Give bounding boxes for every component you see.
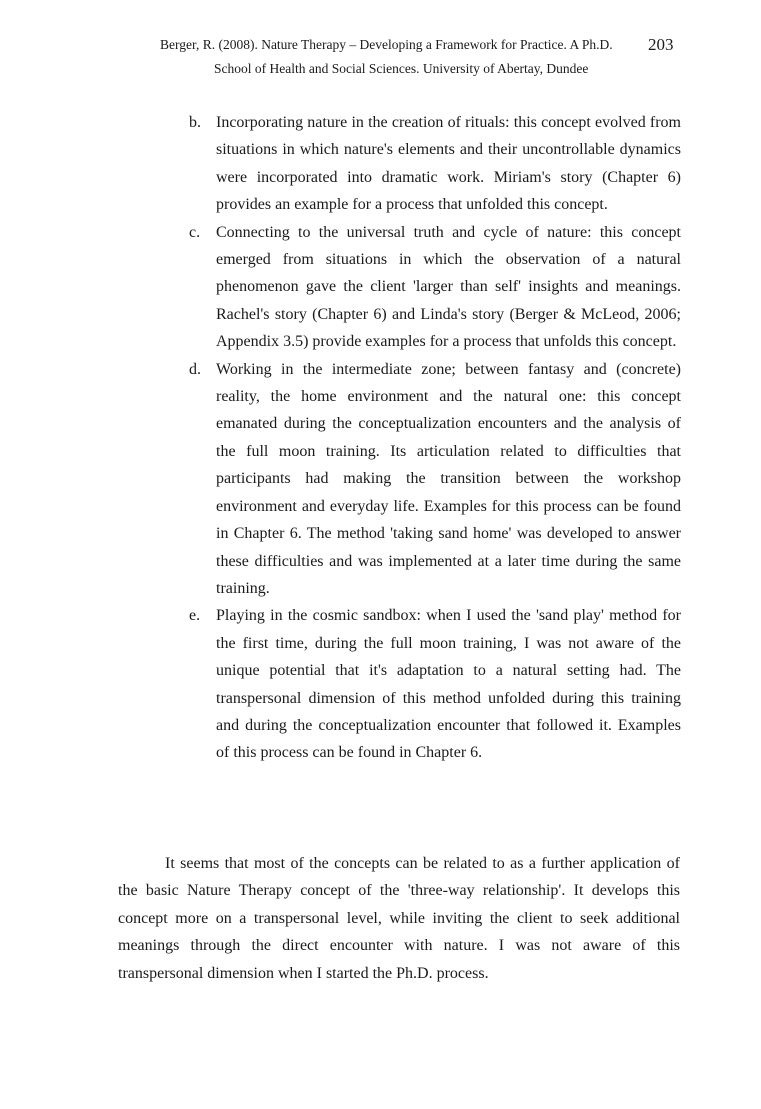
header-institution: School of Health and Social Sciences. University of Abertay, Dundee (214, 61, 589, 76)
list-marker: b. (189, 114, 201, 131)
list-item-text: Incorporating nature in the creation of rituals: this concept evolved from situations in which nature's elements and their uncontrollable dynamics were incorporated into dramatic work. Miriam's story (Chapter 6) provides an example for a process that unfolded this concept. (216, 114, 681, 214)
body-paragraph: It seems that most of the concepts can be related to as a further application of the basic Nature Therapy concept of the 'three-way relationship'. It develops this concept more on a transpersonal level, while inviting the client to seek additional meanings through the direct encounter with nature. I was not aware of this transpersonal dimension when I started the Ph.D. process. (118, 855, 680, 982)
list-marker: c. (189, 223, 201, 241)
running-header (0, 36, 761, 82)
concept-list (0, 109, 761, 767)
list-item-text: Connecting to the universal truth and cycle of nature: this concept emerged from situations in which the observation of a natural phenomenon gave the client 'larger than self' insights and meanings. Rachel's story (Chapter 6) and Linda's story (Berger & McLeod, 2006; Appendix 3.5) provide examples for a process that unfolds this concept. (216, 223, 681, 351)
list-item-b (0, 109, 761, 219)
list-item-c (0, 219, 761, 356)
list-item-e (0, 602, 761, 766)
list-marker: d. (189, 360, 201, 378)
list-item-text: Working in the intermediate zone; between fantasy and (concrete) reality, the home environment and the natural one: this concept emanated during the conceptualization encounters and the analysis of the full moon training. Its articulation related to difficulties that participants had making the transition between the workshop environment and everyday life. Examples for this process can be found in Chapter 6. The method 'taking sand home' was developed to answer these difficulties and was implemented at a later time during the same training. (216, 360, 681, 597)
list-item-d (0, 356, 761, 603)
list-item-text: Playing in the cosmic sandbox: when I used the 'sand play' method for the first time, during the full moon training, I was not aware of the unique potential that it's adaptation to a natural setting had. The transpersonal dimension of this method unfolded during this training and during the conceptualization encounter that followed it. Examples of this process can be found in Chapter 6. (216, 607, 681, 762)
page-number: 203 (648, 35, 674, 54)
header-citation: Berger, R. (2008). Nature Therapy – Developing a Framework for Practice. A Ph.D. (160, 37, 613, 52)
list-marker: e. (189, 607, 201, 625)
